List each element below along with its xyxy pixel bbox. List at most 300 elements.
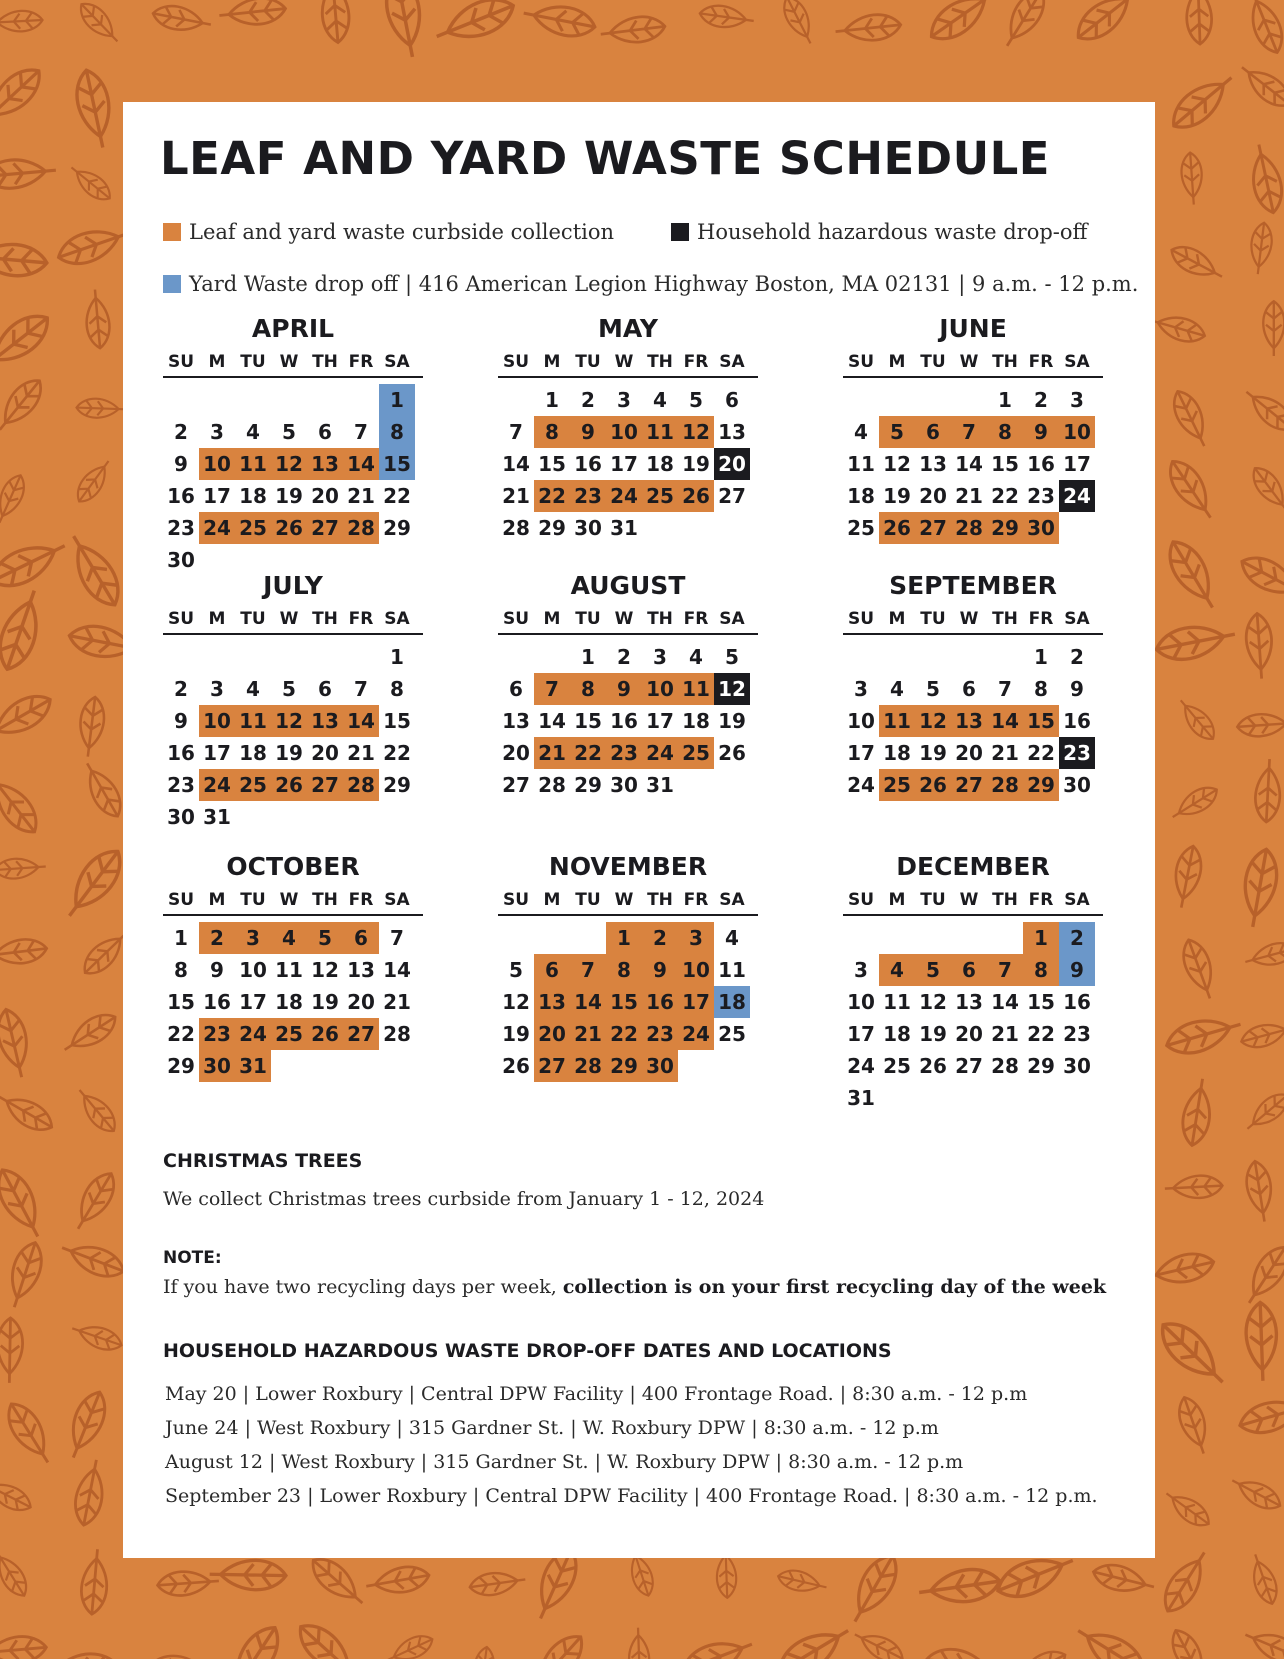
day-cell: 8 — [1034, 677, 1048, 701]
weekday-label: SA — [384, 352, 410, 372]
month-november — [498, 850, 758, 1082]
day-cell: 27 — [955, 1054, 983, 1078]
day-cell: 5 — [926, 677, 940, 701]
leaf-icon — [524, 1628, 591, 1659]
leaf-icon — [72, 1083, 122, 1137]
leaf-icon — [0, 1546, 33, 1601]
day-cell: 8 — [606, 954, 642, 986]
leaf-icon — [1180, 152, 1204, 205]
day-cell: 19 — [682, 452, 710, 476]
day-cell: 12 — [311, 958, 339, 982]
day-cell: 19 — [718, 709, 746, 733]
day-cell: 12 — [502, 990, 530, 1014]
day-cell: 9 — [1023, 416, 1059, 448]
day-cell: 23 — [1059, 737, 1095, 769]
leaf-icon — [57, 842, 130, 925]
day-cell: 4 — [246, 420, 260, 444]
day-cell: 27 — [534, 1050, 570, 1082]
leaf-icon — [1162, 454, 1222, 525]
day-cell: 7 — [951, 416, 987, 448]
day-cell: 23 — [606, 737, 642, 769]
weekday-label: TH — [647, 609, 673, 629]
day-cell: 30 — [574, 516, 602, 540]
day-cell: 9 — [174, 709, 188, 733]
weekday-label: SA — [719, 609, 745, 629]
day-cell: 25 — [678, 737, 714, 769]
weekday-header — [843, 607, 1103, 635]
leaf-icon — [1161, 1485, 1215, 1532]
weekday-label: SU — [847, 609, 875, 629]
day-cell: 10 — [642, 673, 678, 705]
day-grid — [843, 641, 1103, 801]
note-text-bold: collection is on your first recycling day of the week — [562, 1276, 1107, 1298]
weekday-label: M — [543, 352, 561, 372]
day-cell: 9 — [570, 416, 606, 448]
leaf-icon — [925, 1646, 997, 1659]
leaf-icon — [1179, 1077, 1215, 1148]
empty-cell — [235, 641, 271, 673]
weekday-label: SU — [502, 609, 530, 629]
leaf-swatch-icon — [163, 223, 181, 241]
day-cell: 22 — [1027, 1022, 1055, 1046]
day-cell: 30 — [642, 1050, 678, 1082]
day-cell: 2 — [1070, 645, 1084, 669]
day-cell: 3 — [235, 922, 271, 954]
leaf-icon — [842, 1549, 905, 1629]
day-cell: 14 — [383, 958, 411, 982]
day-cell: 17 — [203, 741, 231, 765]
month-name: APRIL — [251, 314, 335, 343]
day-cell: 18 — [239, 484, 267, 508]
empty-cell — [951, 922, 987, 954]
leaf-icon — [79, 1548, 110, 1615]
day-cell: 4 — [854, 420, 868, 444]
leaf-icon — [0, 1006, 35, 1080]
weekday-label: SU — [502, 352, 530, 372]
day-cell: 14 — [538, 709, 566, 733]
leaf-icon — [305, 1551, 371, 1613]
day-cell: 30 — [199, 1050, 235, 1082]
leaf-icon — [1070, 1618, 1151, 1659]
day-cell: 19 — [502, 1022, 530, 1046]
day-cell: 9 — [606, 673, 642, 705]
weekday-label: TU — [240, 609, 266, 629]
day-cell: 25 — [718, 1022, 746, 1046]
day-cell: 29 — [574, 773, 602, 797]
month-september — [843, 569, 1103, 801]
leaf-icon — [1009, 1645, 1070, 1659]
leaf-icon — [1236, 712, 1284, 738]
day-cell: 12 — [678, 416, 714, 448]
legend-yard — [163, 272, 1138, 296]
leaf-icon — [698, 3, 755, 31]
leaf-icon — [0, 1634, 47, 1659]
day-cell: 30 — [1023, 512, 1059, 544]
leaf-icon — [383, 1630, 436, 1659]
weekday-label: W — [279, 890, 299, 910]
leaf-icon — [0, 532, 72, 595]
leaf-icon — [291, 1616, 366, 1659]
note-text-plain: If you have two recycling days per week, — [163, 1276, 563, 1298]
day-cell: 5 — [307, 922, 343, 954]
day-cell: 20 — [311, 741, 339, 765]
leaf-icon — [1173, 694, 1220, 745]
leaf-icon — [67, 1167, 121, 1235]
leaf-icon — [319, 0, 351, 44]
day-cell: 14 — [987, 705, 1023, 737]
day-cell: 26 — [502, 1054, 530, 1078]
leaf-icon — [1090, 1560, 1156, 1598]
leaf-icon — [71, 67, 117, 151]
empty-cell — [534, 922, 570, 954]
weekday-label: TH — [312, 609, 338, 629]
empty-cell — [498, 384, 534, 416]
day-cell: 11 — [678, 673, 714, 705]
day-cell: 24 — [847, 1054, 875, 1078]
leaf-icon — [1152, 1313, 1234, 1393]
day-cell: 2 — [1059, 922, 1095, 954]
day-cell: 13 — [534, 986, 570, 1018]
day-cell: 4 — [879, 954, 915, 986]
day-cell: 22 — [1027, 741, 1055, 765]
day-cell: 8 — [174, 958, 188, 982]
day-cell: 23 — [642, 1018, 678, 1050]
day-cell: 25 — [642, 480, 678, 512]
day-cell: 30 — [167, 548, 195, 572]
day-cell: 5 — [879, 416, 915, 448]
day-cell: 26 — [678, 480, 714, 512]
day-cell: 7 — [987, 954, 1023, 986]
leaf-icon — [678, 1631, 757, 1659]
weekday-header — [498, 607, 758, 635]
day-cell: 30 — [610, 773, 638, 797]
leaf-icon — [0, 156, 57, 190]
weekday-label: SU — [167, 890, 195, 910]
day-cell: 1 — [390, 645, 404, 669]
weekday-label: W — [959, 609, 979, 629]
day-cell: 10 — [678, 954, 714, 986]
leaf-icon — [65, 160, 115, 206]
weekday-label: TU — [240, 352, 266, 372]
day-cell: 11 — [883, 990, 911, 1014]
day-cell: 29 — [538, 516, 566, 540]
leaf-icon — [1243, 1159, 1276, 1223]
leaf-icon — [145, 1650, 205, 1659]
weekday-label: W — [614, 890, 634, 910]
empty-cell — [271, 641, 307, 673]
day-cell: 1 — [174, 926, 188, 950]
day-cell: 27 — [951, 769, 987, 801]
leaf-icon — [76, 696, 106, 758]
day-cell: 5 — [725, 645, 739, 669]
weekday-label: FR — [1028, 890, 1054, 910]
day-cell: 11 — [235, 705, 271, 737]
day-cell: 6 — [318, 420, 332, 444]
leaf-icon — [1238, 847, 1282, 930]
weekday-label: M — [543, 890, 561, 910]
day-cell: 16 — [642, 986, 678, 1018]
weekday-label: FR — [683, 352, 709, 372]
leaf-icon — [834, 12, 902, 44]
day-cell: 24 — [642, 737, 678, 769]
leaf-icon — [1245, 1302, 1278, 1381]
weekday-label: M — [208, 352, 226, 372]
day-cell: 16 — [1027, 452, 1055, 476]
leaf-icon — [58, 1007, 121, 1059]
leaf-icon — [218, 0, 287, 28]
leaf-icon — [1070, 0, 1145, 49]
day-cell: 14 — [343, 705, 379, 737]
weekday-label: SA — [719, 352, 745, 372]
weekday-label: FR — [683, 609, 709, 629]
leaf-icon — [1235, 549, 1284, 607]
day-cell: 8 — [390, 677, 404, 701]
day-cell: 31 — [646, 773, 674, 797]
day-cell: 14 — [955, 452, 983, 476]
month-name: JUNE — [939, 314, 1007, 343]
day-cell: 1 — [998, 388, 1012, 412]
day-cell: 3 — [854, 958, 868, 982]
weekday-label: TU — [575, 609, 601, 629]
weekday-label: M — [543, 609, 561, 629]
day-cell: 14 — [343, 448, 379, 480]
weekday-header — [843, 888, 1103, 916]
day-cell: 7 — [390, 926, 404, 950]
weekday-label: TU — [920, 890, 946, 910]
month-december — [843, 850, 1103, 1114]
empty-cell — [498, 922, 534, 954]
leaf-icon — [381, 0, 428, 60]
day-cell: 27 — [915, 512, 951, 544]
leaf-icon — [2, 1239, 48, 1312]
day-cell: 3 — [210, 677, 224, 701]
leaf-icon — [1245, 613, 1275, 680]
day-cell: 20 — [714, 448, 750, 480]
day-cell: 29 — [606, 1050, 642, 1082]
leaf-icon — [1147, 310, 1208, 347]
leaf-icon — [0, 1397, 59, 1470]
weekday-label: TH — [647, 890, 673, 910]
day-cell: 22 — [991, 484, 1019, 508]
weekday-header — [163, 888, 423, 916]
day-cell: 8 — [570, 673, 606, 705]
day-cell: 16 — [1063, 990, 1091, 1014]
day-cell: 8 — [534, 416, 570, 448]
day-cell: 23 — [1027, 484, 1055, 508]
day-cell: 7 — [998, 677, 1012, 701]
weekday-label: FR — [1028, 609, 1054, 629]
day-cell: 18 — [883, 1022, 911, 1046]
empty-cell — [843, 641, 879, 673]
leaf-icon — [1236, 1392, 1284, 1439]
month-name: NOVEMBER — [548, 852, 708, 881]
empty-cell — [534, 641, 570, 673]
leaf-icon — [1156, 1545, 1215, 1618]
leaf-icon — [1235, 58, 1284, 113]
leaf-icon — [84, 289, 112, 350]
leaf-icon — [1153, 619, 1237, 664]
day-cell: 31 — [203, 805, 231, 829]
empty-cell — [843, 384, 879, 416]
day-cell: 4 — [271, 922, 307, 954]
day-cell: 25 — [847, 516, 875, 540]
leaf-icon — [220, 1619, 288, 1659]
day-cell: 29 — [1023, 769, 1059, 801]
day-cell: 5 — [509, 958, 523, 982]
day-cell: 6 — [343, 922, 379, 954]
weekday-label: SA — [719, 890, 745, 910]
day-cell: 2 — [581, 388, 595, 412]
day-grid — [163, 384, 423, 576]
month-june — [843, 312, 1103, 544]
leaf-icon — [1239, 1018, 1284, 1052]
day-cell: 15 — [606, 986, 642, 1018]
day-grid — [163, 922, 423, 1082]
day-cell: 20 — [502, 741, 530, 765]
day-cell: 23 — [167, 516, 195, 540]
month-may — [498, 312, 758, 544]
day-cell: 24 — [199, 512, 235, 544]
day-cell: 3 — [854, 677, 868, 701]
leaf-icon — [776, 1567, 829, 1597]
day-cell: 17 — [610, 452, 638, 476]
hazardous-line: May 20 | Lower Roxbury | Central DPW Facility | 400 Frontage Road. | 8:30 a.m. - 12 p.m — [165, 1383, 1028, 1405]
day-grid — [498, 384, 758, 544]
leaf-icon — [54, 220, 133, 271]
day-cell: 29 — [1027, 1054, 1055, 1078]
day-cell: 20 — [347, 990, 375, 1014]
day-cell: 28 — [538, 773, 566, 797]
day-cell: 20 — [311, 484, 339, 508]
day-cell: 4 — [689, 645, 703, 669]
day-cell: 29 — [383, 516, 411, 540]
day-cell: 19 — [919, 1022, 947, 1046]
weekday-label: SA — [1064, 609, 1090, 629]
empty-cell — [915, 384, 951, 416]
day-cell: 25 — [271, 1018, 307, 1050]
weekday-label: SU — [847, 352, 875, 372]
day-cell: 4 — [890, 677, 904, 701]
leaf-icon — [76, 398, 126, 419]
weekday-label: SA — [384, 890, 410, 910]
day-cell: 7 — [354, 677, 368, 701]
leaf-icon — [1246, 1551, 1282, 1607]
weekday-label: W — [279, 352, 299, 372]
day-cell: 2 — [642, 922, 678, 954]
day-cell: 16 — [167, 484, 195, 508]
leaf-icon — [468, 1569, 527, 1598]
leaf-icon — [0, 240, 48, 278]
day-cell: 22 — [383, 484, 411, 508]
leaf-icon — [1241, 1624, 1284, 1659]
day-cell: 12 — [714, 673, 750, 705]
day-cell: 14 — [570, 986, 606, 1018]
note-text — [163, 1276, 1106, 1298]
day-cell: 2 — [617, 645, 631, 669]
day-cell: 21 — [570, 1018, 606, 1050]
day-cell: 21 — [991, 1022, 1019, 1046]
leaf-icon — [1166, 240, 1227, 286]
day-cell: 28 — [951, 512, 987, 544]
page-title: LEAF AND YARD WASTE SCHEDULE — [160, 132, 1051, 185]
leaf-icon — [917, 1566, 1002, 1609]
day-cell: 1 — [581, 645, 595, 669]
day-cell: 10 — [1059, 416, 1095, 448]
day-cell: 17 — [239, 990, 267, 1014]
day-cell: 24 — [847, 773, 875, 797]
empty-cell — [163, 384, 199, 416]
leaf-icon — [0, 306, 57, 378]
day-cell: 4 — [246, 677, 260, 701]
empty-cell — [879, 384, 915, 416]
day-cell: 25 — [879, 769, 915, 801]
day-cell: 8 — [379, 416, 415, 448]
day-grid — [843, 922, 1103, 1114]
day-cell: 9 — [1070, 677, 1084, 701]
day-cell: 6 — [509, 677, 523, 701]
empty-cell — [951, 384, 987, 416]
day-cell: 13 — [955, 990, 983, 1014]
day-cell: 1 — [606, 922, 642, 954]
day-cell: 1 — [1034, 645, 1048, 669]
day-cell: 22 — [534, 480, 570, 512]
christmas-heading: CHRISTMAS TREES — [163, 1150, 363, 1172]
day-cell: 28 — [991, 1054, 1019, 1078]
hazardous-line: August 12 | West Roxbury | 315 Gardner St. | W. Roxbury DPW | 8:30 a.m. - 12 p.m — [165, 1451, 964, 1473]
weekday-label: M — [208, 609, 226, 629]
empty-cell — [987, 641, 1023, 673]
day-cell: 11 — [718, 958, 746, 982]
day-cell: 17 — [646, 709, 674, 733]
leaf-icon — [0, 60, 49, 132]
day-cell: 16 — [574, 452, 602, 476]
day-cell: 29 — [987, 512, 1023, 544]
weekday-header — [163, 350, 423, 378]
day-cell: 31 — [847, 1086, 875, 1110]
leaf-icon — [74, 0, 124, 48]
leaf-icon — [69, 1319, 125, 1355]
hazardous-heading: HOUSEHOLD HAZARDOUS WASTE DROP-OFF DATES AND LOCATIONS — [163, 1340, 892, 1362]
weekday-header — [163, 607, 423, 635]
day-cell: 12 — [883, 452, 911, 476]
day-cell: 18 — [714, 986, 750, 1018]
day-cell: 12 — [919, 990, 947, 1014]
day-cell: 24 — [606, 480, 642, 512]
month-october — [163, 850, 423, 1082]
hazardous-line: September 23 | Lower Roxbury | Central DPW Facility | 400 Frontage Road. | 8:30 a.m. - 12 p.m. — [165, 1485, 1098, 1507]
leaf-icon — [1246, 142, 1284, 216]
day-cell: 12 — [271, 448, 307, 480]
day-cell: 11 — [847, 452, 875, 476]
day-cell: 2 — [174, 677, 188, 701]
weekday-label: SU — [167, 352, 195, 372]
day-cell: 2 — [174, 420, 188, 444]
day-cell: 29 — [167, 1054, 195, 1078]
day-cell: 8 — [1023, 954, 1059, 986]
day-grid — [163, 641, 423, 833]
day-cell: 25 — [883, 1054, 911, 1078]
day-cell: 28 — [343, 512, 379, 544]
day-cell: 10 — [847, 990, 875, 1014]
day-cell: 15 — [991, 452, 1019, 476]
day-cell: 22 — [383, 741, 411, 765]
leaf-icon — [1263, 301, 1284, 356]
day-grid — [843, 384, 1103, 544]
day-cell: 17 — [203, 484, 231, 508]
day-cell: 11 — [235, 448, 271, 480]
leaf-icon — [0, 768, 45, 840]
day-cell: 26 — [307, 1018, 343, 1050]
